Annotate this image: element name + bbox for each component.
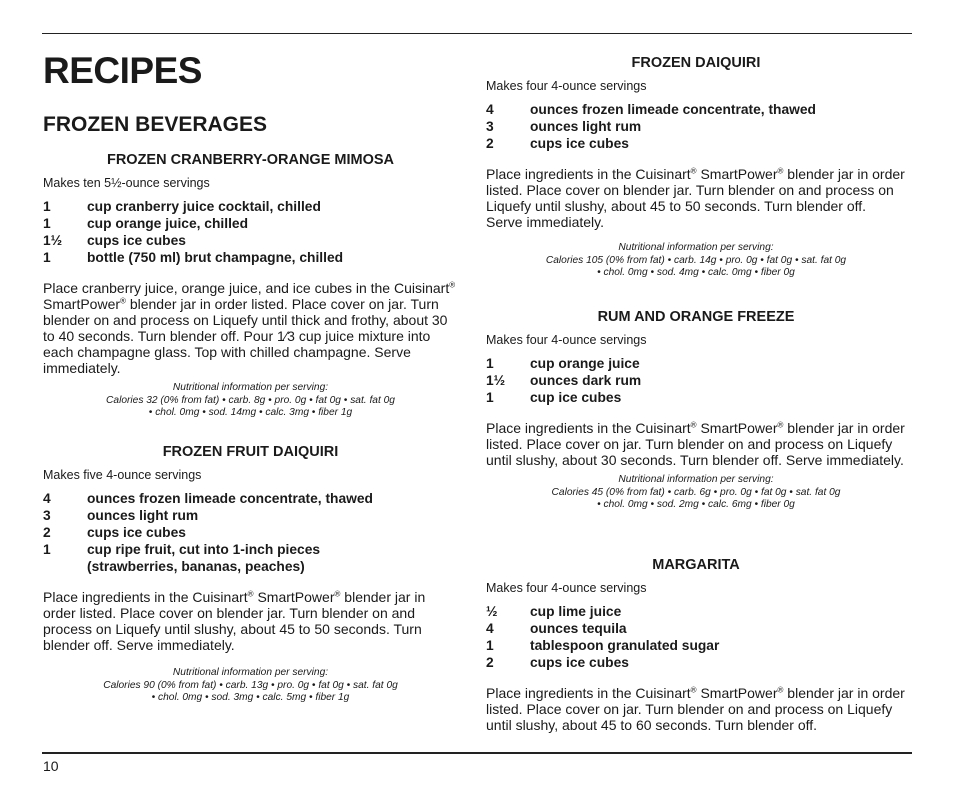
recipe-title: MARGARITA (652, 557, 740, 573)
ingredient-qty: 2 (486, 136, 494, 151)
registered-mark: ® (777, 420, 784, 430)
directions-text: blender jar in order listed. Place cover on jar. Turn blender on and process on Liquefy until slushy, about 45 to 60 seconds. Turn blender off. (486, 685, 905, 733)
ingredient-qty: 4 (486, 621, 494, 636)
directions-text: blender jar in order listed. Place cover on jar. Turn blender on and process on Liquefy until thick and frothy, about 30 to 40 seconds. Turn blender off. Pour (43, 296, 448, 344)
nutrition-label: Nutritional information per serving: (172, 382, 329, 393)
recipe-yield: Makes ten 5½-ounce servings (43, 176, 210, 190)
recipe-directions (43, 589, 458, 653)
directions-text: Place ingredients in the Cuisinart (43, 589, 248, 605)
nutrition-info (486, 242, 906, 280)
ingredient-row (43, 232, 458, 249)
ingredient-qty: 1 (43, 250, 51, 265)
directions-text: SmartPower (696, 166, 778, 182)
nutrition-line: • chol. 0mg • sod. 4mg • calc. 0mg • fiber 0g (597, 267, 795, 278)
ingredient-item: ounces tequila (530, 621, 627, 636)
ingredient-item: bottle (750 ml) brut champagne, chilled (87, 250, 344, 265)
bottom-rule (42, 752, 912, 754)
recipe-yield: Makes four 4-ounce servings (486, 581, 647, 595)
ingredient-qty: 2 (43, 525, 51, 540)
nutrition-line: Calories 45 (0% from fat) • carb. 6g • pro. 0g • fat 0g • sat. fat 0g (551, 486, 841, 498)
ingredient-item: cups ice cubes (87, 525, 186, 540)
ingredient-row (43, 507, 458, 524)
ingredient-row (486, 118, 906, 135)
nutrition-line: Calories 105 (0% from fat) • carb. 14g • pro. 0g • fat 0g • sat. fat 0g (545, 254, 847, 266)
directions-text: SmartPower (253, 589, 335, 605)
nutrition-line: • chol. 0mg • sod. 2mg • calc. 6mg • fiber 0g (597, 499, 795, 510)
ingredient-item: ounces frozen limeade concentrate, thawed (87, 491, 373, 506)
ingredient-item: cups ice cubes (530, 655, 629, 670)
nutrition-info (43, 667, 458, 705)
recipe-directions (486, 166, 906, 230)
ingredient-qty: 1 (43, 216, 51, 231)
ingredient-qty: 1½ (486, 373, 506, 388)
registered-mark: ® (247, 589, 254, 599)
directions-text: Place cranberry juice, orange juice, and ice cubes in the Cuisinart (43, 280, 450, 296)
registered-mark: ® (120, 296, 126, 306)
ingredient-item: ounces light rum (87, 508, 199, 523)
ingredient-qty: 3 (43, 508, 51, 523)
ingredient-row (486, 603, 906, 620)
section-title: FROZEN BEVERAGES (43, 113, 268, 136)
ingredient-item: cup ice cubes (530, 390, 622, 405)
ingredient-qty: 2 (486, 655, 494, 670)
top-rule (42, 33, 912, 34)
recipe-title: FROZEN CRANBERRY-ORANGE MIMOSA (106, 152, 395, 168)
registered-mark: ® (690, 166, 697, 176)
recipe-directions (486, 420, 906, 468)
recipe-title: FROZEN DAIQUIRI (631, 55, 761, 71)
registered-mark: ® (449, 280, 456, 290)
ingredient-qty: 4 (43, 491, 51, 506)
recipe-yield: Makes four 4-ounce servings (486, 333, 647, 347)
ingredient-qty: 1 (43, 542, 51, 557)
ingredient-row (486, 637, 906, 654)
ingredient-row (43, 249, 458, 266)
registered-mark: ® (777, 685, 784, 695)
ingredient-qty: ½ (486, 604, 498, 619)
registered-mark: ® (690, 685, 697, 695)
directions-text: blender jar in order listed. Place cover on blender jar. Turn blender on and process on Liquefy until slushy, about 45 to 50 seconds. Turn blender off. Serve immediately. (43, 589, 426, 653)
directions-text: blender jar in order listed. Place cover on jar. Turn blender on and process on Liquefy until slushy, about 30 seconds. Turn blender off. Serve immediately. (486, 420, 905, 468)
ingredient-row (486, 135, 906, 152)
ingredient-item: cups ice cubes (87, 233, 186, 248)
directions-text: SmartPower (696, 685, 778, 701)
recipe-title: RUM AND ORANGE FREEZE (597, 309, 795, 325)
ingredient-row (43, 198, 458, 215)
nutrition-line: • chol. 0mg • sod. 14mg • calc. 3mg • fiber 1g (148, 407, 353, 418)
recipe-daiquiri (486, 55, 906, 280)
page-number: 10 (43, 758, 59, 774)
directions-text: blender jar in order listed. Place cover on blender jar. Turn blender on and process on Liquefy until slushy, about 45 to 50 seconds. Turn blender off. Serve immediately. (486, 166, 905, 230)
recipe-rum-orange-freeze (486, 309, 906, 512)
directions-text: SmartPower (43, 296, 121, 312)
ingredient-row (43, 541, 458, 558)
registered-mark: ® (777, 166, 784, 176)
ingredient-qty: 3 (486, 119, 494, 134)
ingredient-qty: 1 (486, 390, 494, 405)
ingredient-qty: 1 (486, 638, 494, 653)
fraction: 1⁄3 (277, 328, 295, 344)
directions-text: Place ingredients in the Cuisinart (486, 685, 691, 701)
directions-text: cup juice mixture into each champagne glass. Top with chilled champagne. Serve immediately. (43, 328, 431, 376)
ingredient-item: ounces frozen limeade concentrate, thawed (530, 102, 816, 117)
nutrition-label: Nutritional information per serving: (618, 474, 774, 485)
directions-text: Place ingredients in the Cuisinart (486, 420, 691, 436)
ingredient-row (486, 620, 906, 637)
recipe-yield: Makes four 4-ounce servings (486, 79, 647, 93)
recipe-yield: Makes five 4-ounce servings (43, 468, 202, 482)
ingredient-row (486, 101, 906, 118)
nutrition-line: Calories 32 (0% from fat) • carb. 8g • pro. 0g • fat 0g • sat. fat 0g (106, 394, 395, 406)
ingredient-row (43, 558, 458, 575)
recipe-directions (486, 685, 906, 733)
ingredient-item: ounces dark rum (530, 373, 642, 388)
registered-mark: ® (334, 589, 341, 599)
ingredient-qty: 1 (486, 356, 494, 371)
ingredient-item: cup orange juice (530, 356, 640, 371)
directions-text: SmartPower (696, 420, 778, 436)
nutrition-line: • chol. 0mg • sod. 3mg • calc. 5mg • fiber 1g (151, 692, 350, 703)
nutrition-label: Nutritional information per serving: (618, 242, 774, 253)
registered-mark: ® (690, 420, 697, 430)
recipe-directions (43, 280, 458, 376)
ingredient-row (43, 524, 458, 541)
ingredient-item: cup cranberry juice cocktail, chilled (87, 199, 321, 214)
ingredient-row (43, 215, 458, 232)
directions-text: Place ingredients in the Cuisinart (486, 166, 691, 182)
ingredient-item: ounces light rum (530, 119, 642, 134)
ingredient-row (43, 490, 458, 507)
ingredient-item: tablespoon granulated sugar (530, 638, 720, 653)
page-title: RECIPES (43, 50, 202, 91)
ingredient-row (486, 389, 906, 406)
recipe-fruit-daiquiri (43, 444, 458, 705)
ingredient-row (486, 654, 906, 671)
ingredient-item: cup ripe fruit, cut into 1-inch pieces (87, 542, 321, 557)
ingredient-row (486, 355, 906, 372)
nutrition-info (43, 382, 458, 420)
ingredient-qty: 1½ (43, 233, 63, 248)
ingredient-qty (43, 558, 87, 575)
ingredient-qty: 1 (43, 199, 51, 214)
ingredient-item: cups ice cubes (530, 136, 629, 151)
ingredient-item: cup lime juice (530, 604, 622, 619)
ingredient-row (486, 372, 906, 389)
recipe-margarita (486, 557, 906, 733)
nutrition-info (486, 474, 906, 512)
nutrition-line: Calories 90 (0% from fat) • carb. 13g • pro. 0g • fat 0g • sat. fat 0g (103, 679, 398, 691)
recipe-mimosa (43, 152, 458, 420)
ingredient-item: cup orange juice, chilled (87, 216, 249, 231)
ingredient-item: (strawberries, bananas, peaches) (87, 559, 305, 574)
nutrition-label: Nutritional information per serving: (172, 667, 329, 678)
ingredient-qty: 4 (486, 102, 494, 117)
recipe-title: FROZEN FRUIT DAIQUIRI (162, 444, 339, 460)
